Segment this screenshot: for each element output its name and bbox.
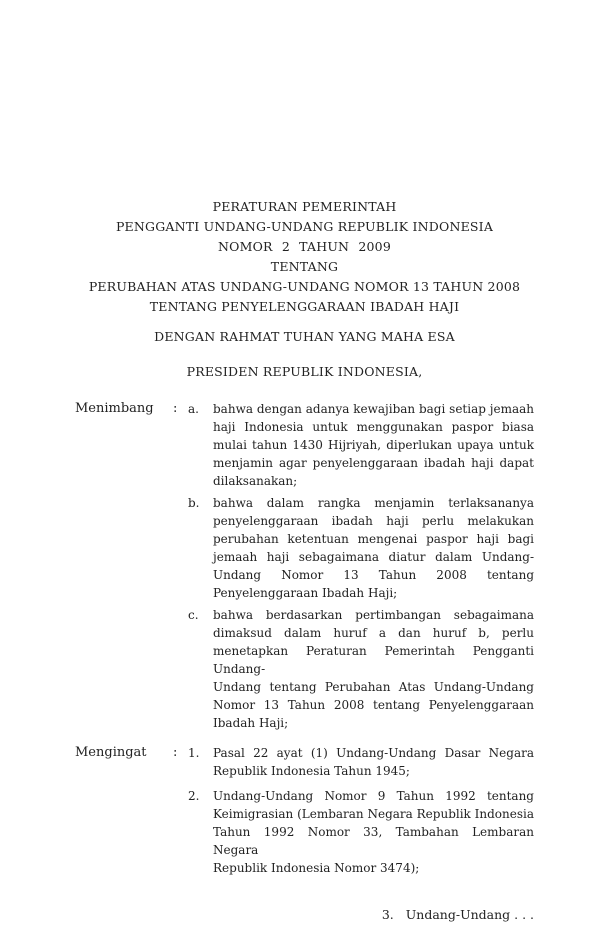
item-marker: 1.	[188, 746, 200, 760]
item-text-line: Pasal 22 ayat (1) Undang-Undang Dasar Negara	[213, 746, 534, 760]
item-marker: c.	[188, 608, 199, 622]
item-text-line: Republik Indonesia Tahun 1945;	[213, 764, 410, 778]
item-text-line: Keimigrasian (Lembaran Negara Republik Indonesia	[213, 807, 534, 821]
item-text-line: jemaah haji sebagaimana diatur dalam Undang-	[213, 550, 534, 564]
item-text-line: bahwa dengan adanya kewajiban bagi setiap jemaah	[213, 402, 534, 416]
item-text-line: Nomor 13 Tahun 2008 tentang Penyelenggaraan	[213, 698, 534, 712]
item-text-line: haji Indonesia untuk menggunakan paspor biasa	[213, 420, 534, 434]
item-marker: a.	[188, 402, 199, 416]
mengingat-items	[188, 744, 534, 884]
amendment-subtitle-line: TENTANG PENYELENGGARAAN IBADAH HAJI	[149, 299, 460, 314]
item-text	[213, 400, 534, 490]
item-text-line: Ibadah Haji;	[213, 716, 289, 730]
item-text-line: Republik Indonesia Nomor 3474);	[213, 861, 420, 875]
amendment-title-line: PERUBAHAN ATAS UNDANG-UNDANG NOMOR 13 TAHUN 2008	[88, 279, 521, 294]
mengingat-item-2	[188, 787, 534, 877]
doc-number-line: NOMOR 2 TAHUN 2009	[218, 239, 391, 254]
colon-separator: :	[173, 745, 178, 760]
item-text-line: menetapkan Peraturan Pemerintah Pengganti Undang-	[213, 644, 534, 676]
item-text-line: Undang Nomor 13 Tahun 2008 tentang	[213, 568, 534, 582]
item-text	[213, 744, 534, 780]
enacting-authority: PRESIDEN REPUBLIK INDONESIA,	[186, 364, 423, 379]
menimbang-items	[188, 400, 534, 732]
colon-separator: :	[173, 401, 178, 416]
item-text-line: dimaksud dalam huruf a dan huruf b, perlu	[213, 626, 534, 640]
item-text-line: dilaksanakan;	[213, 474, 298, 488]
item-text-line: Tahun 1992 Nomor 33, Tambahan Lembaran Negara	[213, 825, 534, 857]
catchword-number: 3.	[381, 907, 394, 922]
item-text	[213, 606, 534, 732]
page-catchword	[75, 906, 534, 924]
doc-type-line: PERATURAN PEMERINTAH	[212, 199, 397, 214]
tentang-label: TENTANG	[270, 259, 339, 274]
mengingat-label: Mengingat	[75, 745, 147, 760]
item-text-line: mulai tahun 1430 Hijriyah, diperlukan upaya untuk	[213, 438, 534, 452]
item-text-line: penyelenggaraan ibadah haji perlu melakukan	[213, 514, 534, 528]
item-text-line: Penyelenggaraan Ibadah Haji;	[213, 586, 398, 600]
menimbang-label: Menimbang	[75, 401, 154, 416]
item-text	[213, 787, 534, 877]
item-text-line: Undang tentang Perubahan Atas Undang-Undang	[213, 680, 534, 694]
item-text	[213, 494, 534, 602]
mengingat-item-1	[188, 744, 534, 780]
item-text-line: bahwa berdasarkan pertimbangan sebagaimana	[213, 608, 534, 622]
item-text-line: perubahan ketentuan mengenai paspor haji bagi	[213, 532, 534, 546]
menimbang-section	[75, 400, 534, 732]
item-text-line: Undang-Undang Nomor 9 Tahun 1992 tentang	[213, 789, 534, 803]
menimbang-item-a	[188, 400, 534, 490]
document-title-block	[75, 197, 534, 317]
mengingat-section	[75, 744, 534, 884]
doc-subtype-line: PENGGANTI UNDANG-UNDANG REPUBLIK INDONESIA	[115, 219, 494, 234]
item-marker: b.	[188, 496, 200, 510]
item-text-line: menjamin agar penyelenggaraan ibadah haji dapat	[213, 456, 534, 470]
motto-line: DENGAN RAHMAT TUHAN YANG MAHA ESA	[154, 329, 455, 344]
item-marker: 2.	[188, 789, 200, 803]
catchword-text: Undang-Undang . . .	[405, 907, 534, 922]
item-text-line: bahwa dalam rangka menjamin terlaksananya	[213, 496, 534, 510]
menimbang-item-c	[188, 606, 534, 732]
menimbang-item-b	[188, 494, 534, 602]
